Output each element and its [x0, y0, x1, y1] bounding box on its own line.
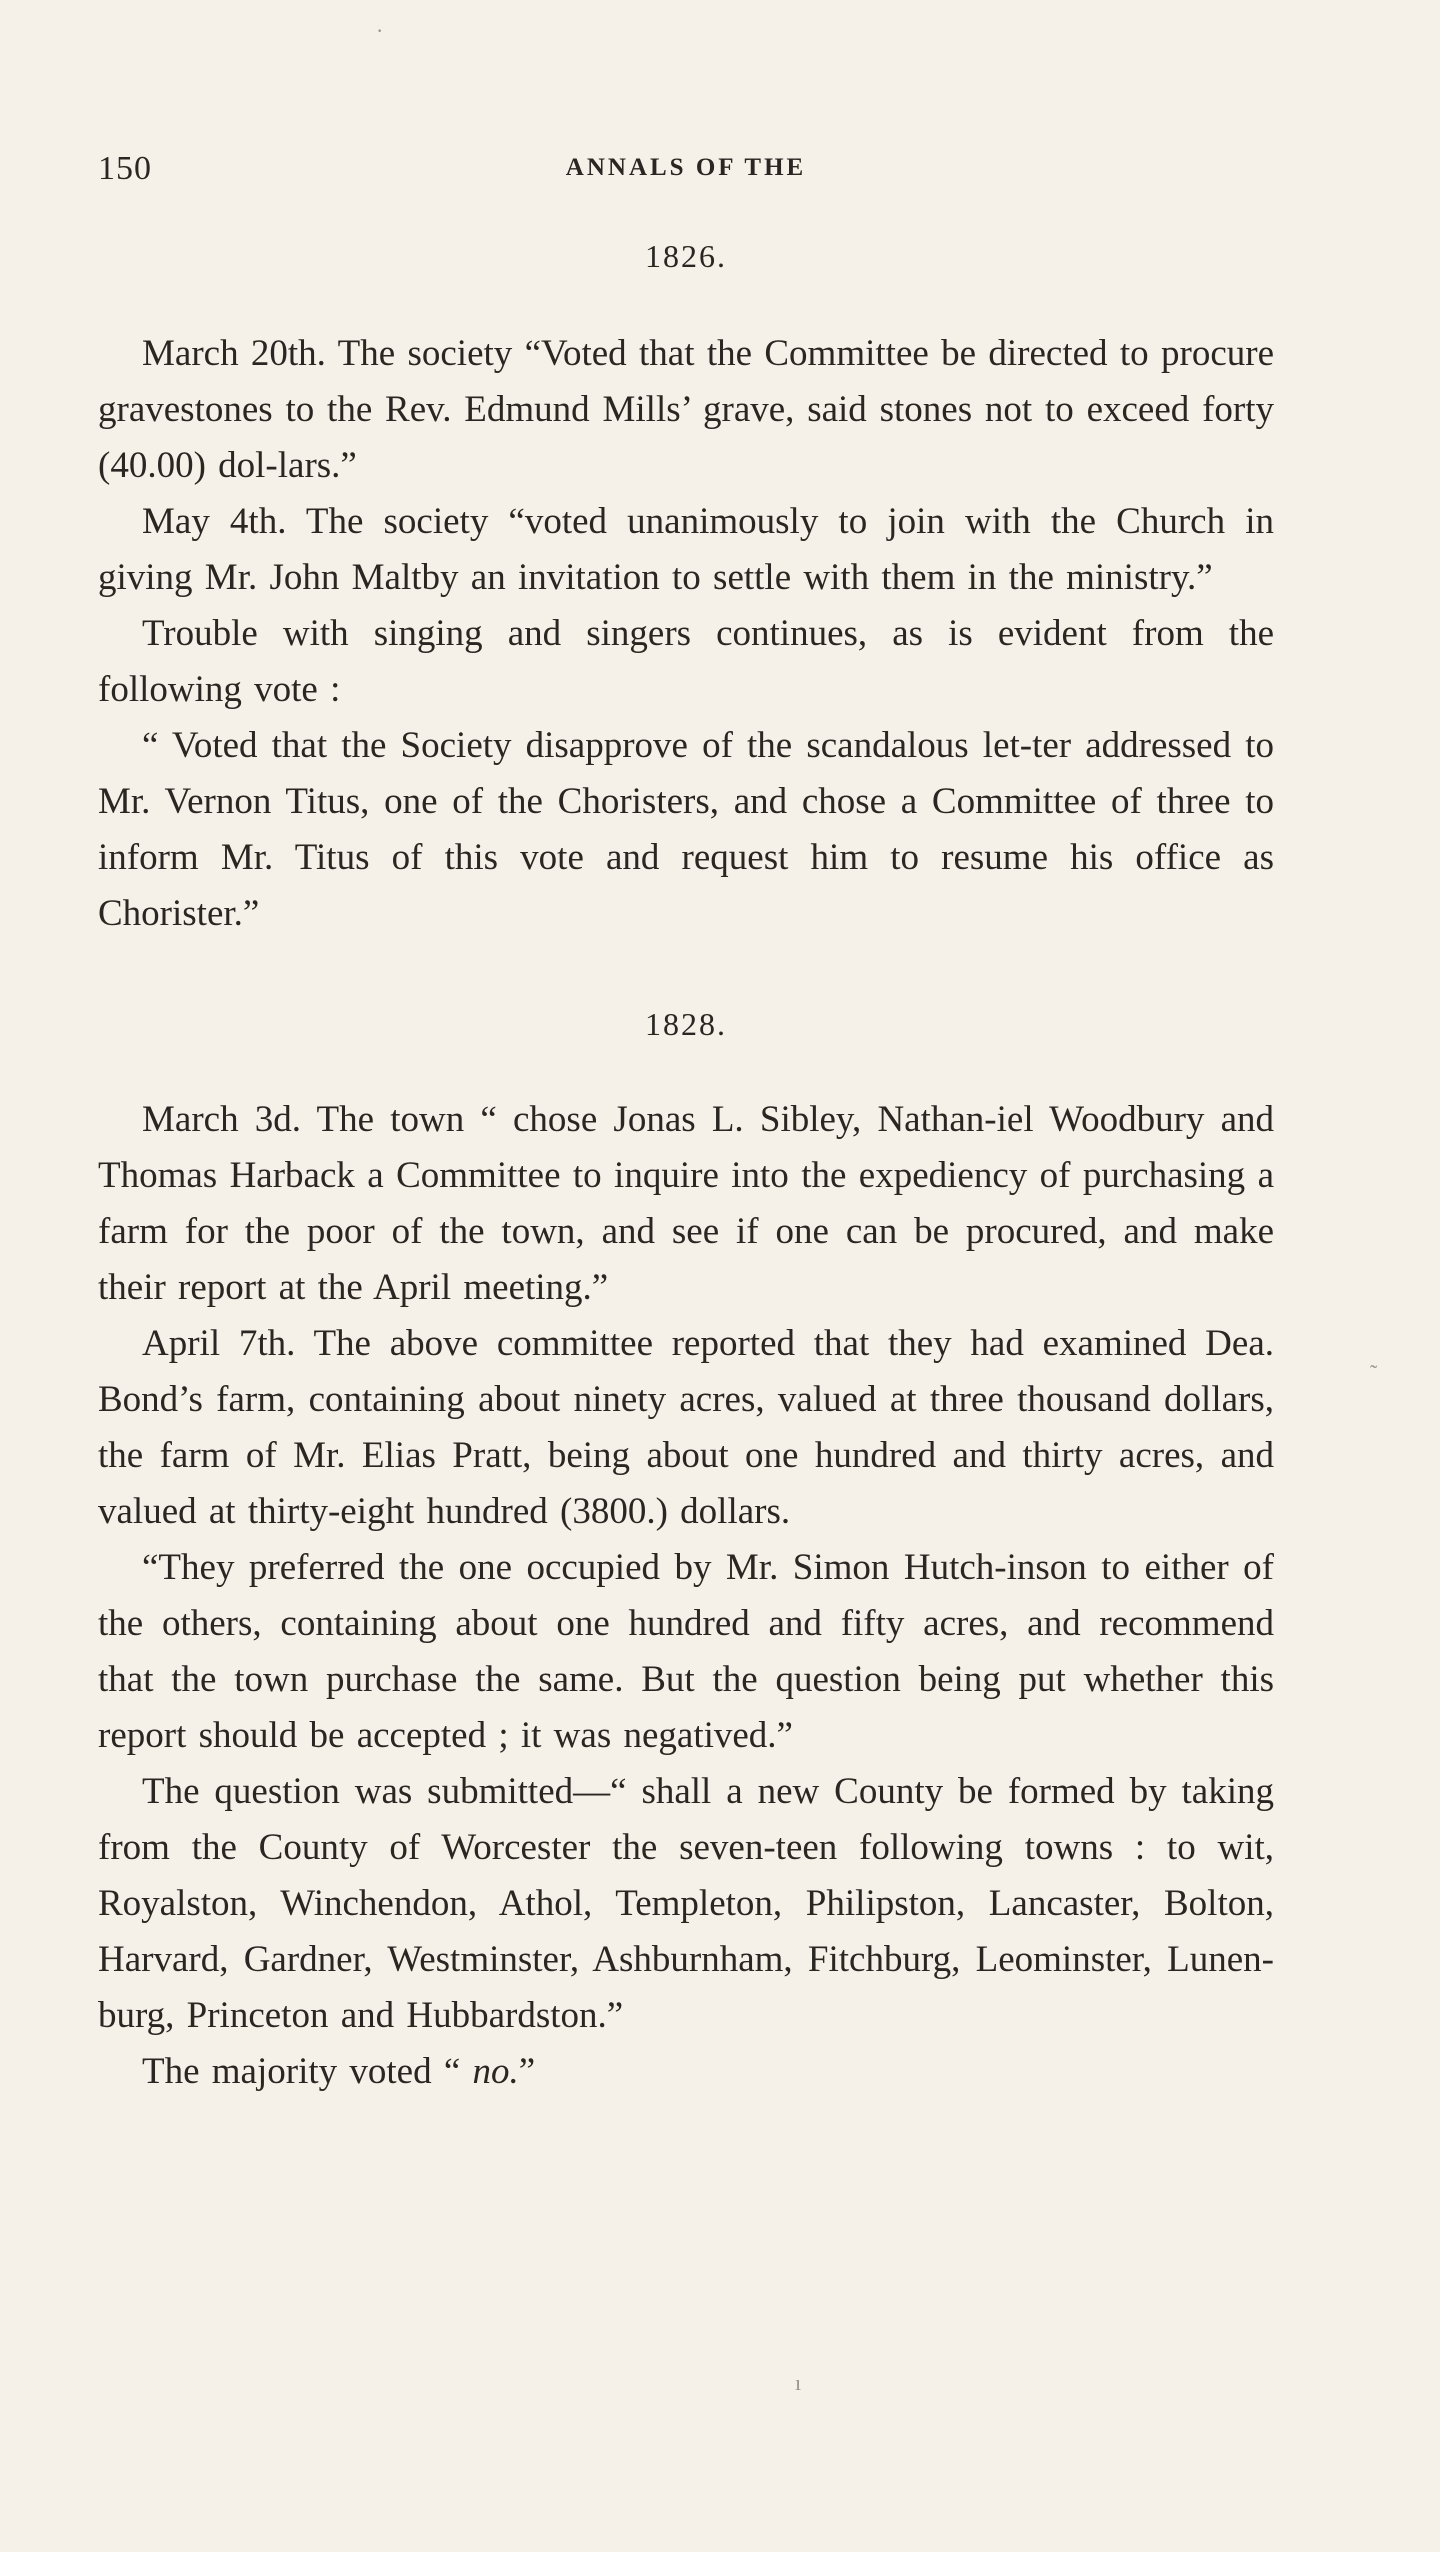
closing-vote: no. [472, 2051, 519, 2092]
year-heading: 1826. [645, 238, 727, 274]
closing-paragraph [98, 2044, 1274, 2100]
paragraph: March 3d. The town “ chose Jonas L. Sibley, Nathan-iel Woodbury and Thomas Harback a Committee to inquire into the expediency of purchasing a farm for the poor of the town, and see if one can be procured, and make their report at the April meeting.” [98, 1099, 1274, 1308]
paragraph: The question was submitted—“ shall a new County be formed by taking from the County of Worcester the seven-teen following towns : to wit, Royalston, Winchendon, Athol, Templeton, Philipston, Lancaster, Bolton, Harvard, Gardner, Westminster, Ashburnham, Fitchburg, Leominster, Lunen-burg, Princeton and Hubbardston.” [98, 1771, 1274, 2036]
paragraph: March 20th. The society “Voted that the Committee be directed to procure gravestones to the Rev. Edmund Mills’ grave, said stones not to exceed forty (40.00) dol-lars.” [98, 333, 1274, 486]
year-heading: 1828. [645, 1006, 727, 1042]
page-number: 150 [98, 150, 152, 187]
page-header [98, 150, 1274, 190]
print-speck: · [376, 18, 384, 43]
closing-suffix: ” [518, 2051, 536, 2092]
paragraph: “ Voted that the Society disapprove of the scandalous let-ter addressed to Mr. Vernon Titus, one of the Choristers, and chose a Committee of three to inform Mr. Titus of this vote and request him to resume his office as Chorister.” [98, 725, 1274, 934]
running-head: ANNALS OF THE [565, 154, 807, 181]
paragraph: May 4th. The society “voted unanimously to join with the Church in giving Mr. John Maltby an invitation to settle with them in the ministry.” [98, 501, 1274, 598]
print-speck: ı [795, 2370, 802, 2395]
paragraph: “They preferred the one occupied by Mr. Simon Hutch-inson to either of the others, containing about one hundred and fifty acres, and recommend that the town purchase the same. But the question being put whether this report should be accepted ; it was negatived.” [98, 1547, 1274, 1756]
closing-prefix: The majority voted “ [142, 2051, 473, 2092]
margin-mark: ˜ [1370, 1360, 1378, 1385]
body-text [98, 230, 1274, 2100]
paragraph: April 7th. The above committee reported that they had examined Dea. Bond’s farm, containing about ninety acres, valued at three thousand dollars, the farm of Mr. Elias Pratt, being about one hundred and thirty acres, and valued at thirty-eight hundred (3800.) dollars. [98, 1323, 1274, 1532]
paragraph: Trouble with singing and singers continues, as is evident from the following vote : [98, 613, 1274, 710]
